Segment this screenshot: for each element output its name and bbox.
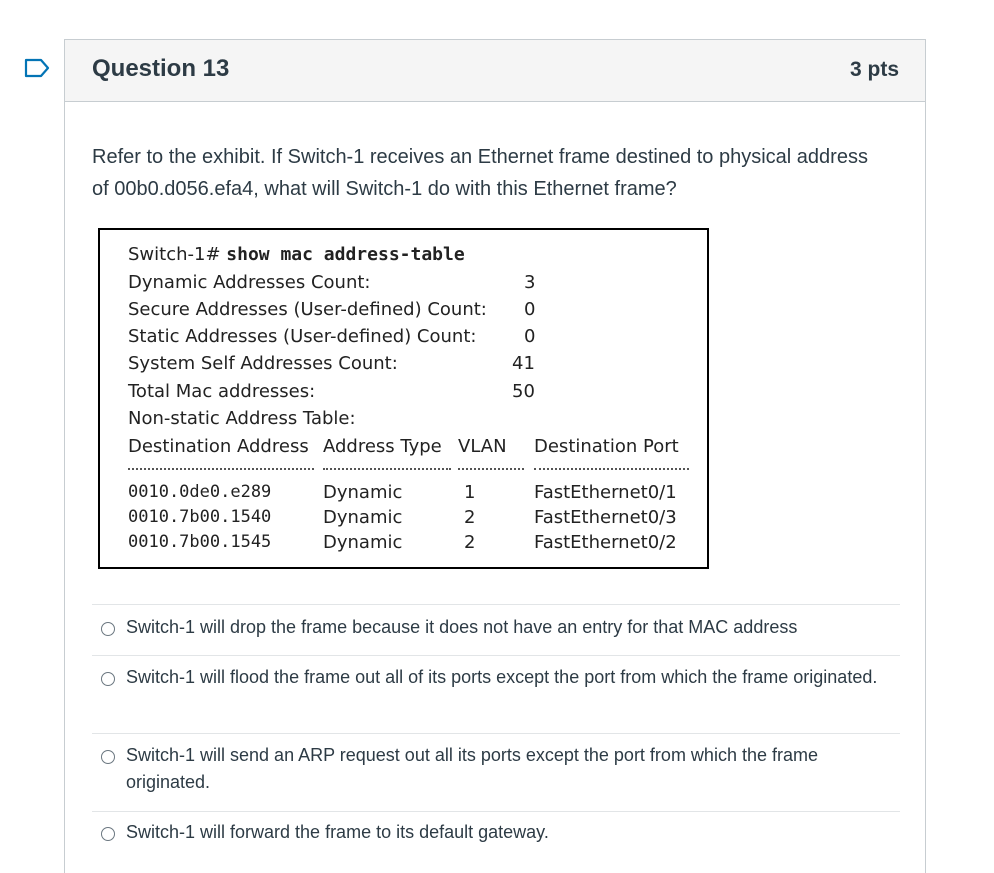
count-label: Total Mac addresses: [128,381,316,402]
divider [128,468,314,470]
answer-option[interactable] [92,604,900,655]
question-text: Refer to the exhibit. If Switch-1 receives an Ethernet frame destined to physical address of 00b0.d056.efa4, what will Switch-1 do with this Ethernet frame? [92,146,868,200]
table-cell: 0010.7b00.1545 [128,532,272,552]
radio-button[interactable] [101,672,115,686]
question-points: 3 pts [849,58,899,81]
answer-option[interactable] [92,811,900,871]
answer-label[interactable]: Switch-1 will drop the frame because it does not have an entry for that MAC address [126,617,798,637]
count-value: 0 [524,299,536,320]
question-card [64,39,926,873]
answer-label[interactable]: Switch-1 will send an ARP request out all its ports except the port from which the frame originated. [126,745,818,792]
table-cell: 0010.0de0.e289 [128,482,272,502]
exhibit-command-line [128,244,465,265]
count-value: 50 [512,381,535,402]
answer-option[interactable] [92,733,900,811]
column-header: Address Type [323,436,442,457]
radio-button[interactable] [101,750,115,764]
radio-button[interactable] [101,827,115,841]
table-cell: 2 [464,532,476,553]
table-cell: Dynamic [323,482,403,503]
answer-option[interactable] [92,655,900,733]
count-value: 0 [524,326,536,347]
column-header: Destination Port [534,436,679,457]
exhibit-image [98,228,709,569]
answer-label[interactable]: Switch-1 will flood the frame out all of its ports except the port from which the frame originated. [126,667,878,687]
question-title: Question 13 [92,55,230,82]
column-header: VLAN [458,436,507,457]
table-cell: 0010.7b00.1540 [128,507,272,527]
answer-label[interactable]: Switch-1 will forward the frame to its default gateway. [126,822,549,842]
divider [534,468,689,470]
exhibit-command: show mac address-table [226,244,465,265]
exhibit-prompt: Switch-1# [128,244,227,265]
count-label: System Self Addresses Count: [128,353,398,374]
divider [323,468,451,470]
table-cell: FastEthernet0/3 [534,507,677,528]
table-cell: Dynamic [323,507,403,528]
table-cell: 2 [464,507,476,528]
count-label: Static Addresses (User-defined) Count: [128,326,477,347]
table-cell: FastEthernet0/1 [534,482,677,503]
table-cell: Dynamic [323,532,403,553]
count-value: 3 [524,272,536,293]
table-cell: FastEthernet0/2 [534,532,677,553]
count-value: 41 [512,353,535,374]
flag-question-icon[interactable] [24,58,50,78]
radio-button[interactable] [101,622,115,636]
count-label: Dynamic Addresses Count: [128,272,371,293]
table-title: Non-static Address Table: [128,408,356,429]
column-header: Destination Address [128,436,309,457]
count-label: Secure Addresses (User-defined) Count: [128,299,487,320]
divider [458,468,524,470]
question-header [65,40,925,102]
answer-list [92,604,900,871]
table-cell: 1 [464,482,476,503]
